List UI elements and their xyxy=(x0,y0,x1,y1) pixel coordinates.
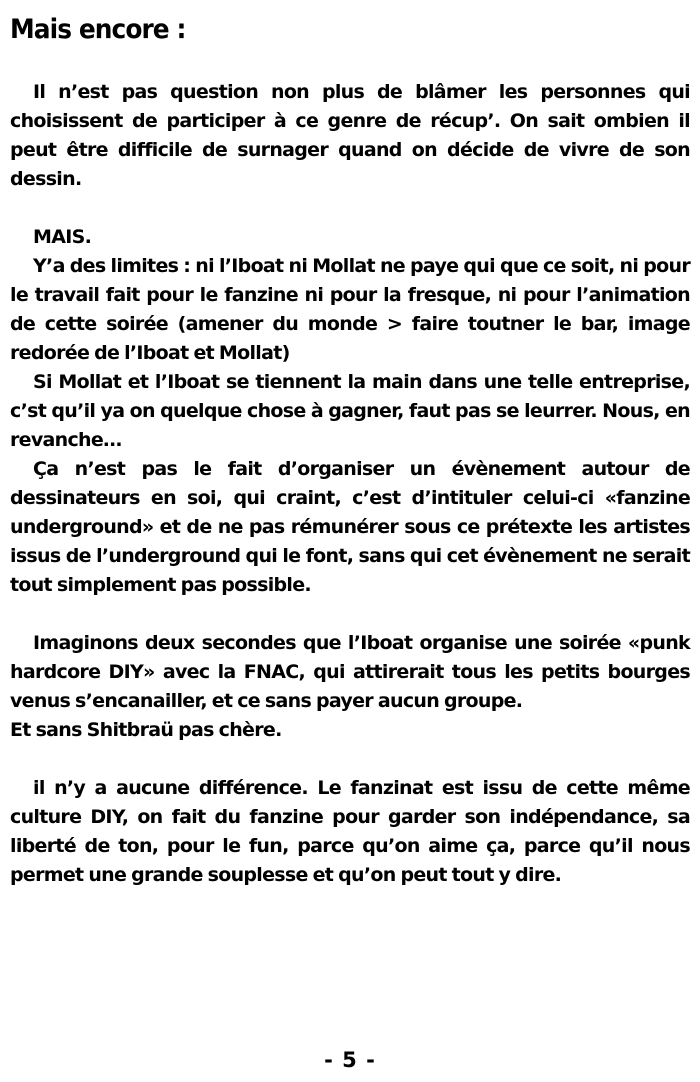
page-number: - 5 - xyxy=(324,1048,376,1072)
paragraph-gap xyxy=(10,600,690,629)
section-heading: Mais encore : xyxy=(10,14,186,45)
paragraph-blame: Il n’est pas question non plus de blâmer les personnes qui choisissent de participer à ce genre de récup’. On sait ombien il peut être difficile de surnager quand on décide de vivre de son dessin. xyxy=(10,81,690,190)
paragraph-gap xyxy=(10,745,690,774)
paragraph-mais: MAIS. xyxy=(33,226,92,248)
paragraph-gap xyxy=(10,194,690,223)
paragraph-mollat-iboat: Si Mollat et l’Iboat se tiennent la main dans une telle entreprise, c’st qu’il ya on quelque chose à gagner, faut pas se leurrer. Nous, en revanche… xyxy=(10,371,690,451)
paragraph-limits: Y’a des limites : ni l’Iboat ni Mollat ne paye qui que ce soit, ni pour le travail fait pour le fanzine ni pour la fresque, ni pour l’animation de cette soirée (amener du monde > faire toutner le bar, image redorée de l’Iboat et Mollat) xyxy=(10,255,690,364)
document-page xyxy=(10,10,690,1072)
paragraph-imagine: Imaginons deux secondes que l’Iboat organise une soirée «punk hardcore DIY» avec la FNAC, qui attirerait tous les petits bourges venus s’encanailler, et ce sans payer aucun groupe. xyxy=(10,632,690,712)
paragraph-diy: il n’y a aucune différence. Le fanzinat est issu de cette même culture DIY, on fait du fanzine pour garder son indépendance, sa liberté de ton, pour le fun, parce qu’on aime ça, parce qu’il nous permet une grande souplesse et qu’on peut tout y dire. xyxy=(10,777,690,886)
paragraph-shitbrau: Et sans Shitbraü pas chère. xyxy=(10,719,282,741)
paragraph-event: Ça n’est pas le fait d’organiser un évènement autour de dessinateurs en soi, qui craint, c’est d’intituler celui-ci «fanzine underground» et de ne pas rémunérer sous ce prétexte les artistes issus de l’underground qui le font, sans qui cet évènement ne serait tout simplement pas possible. xyxy=(10,458,690,596)
